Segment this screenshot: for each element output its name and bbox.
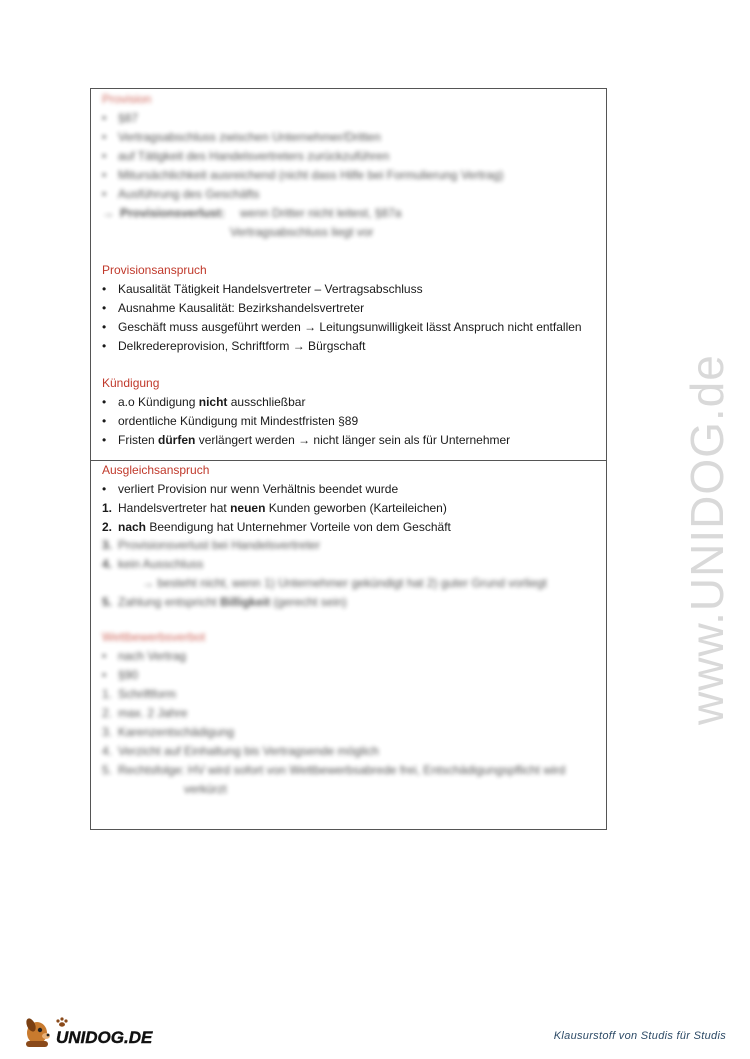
watermark-text: www.UNIDOG.de <box>681 354 733 725</box>
list-item: • verliert Provision nur wenn Verhältnis beendet wurde <box>102 482 399 496</box>
list-item: • Mitursächlichkeit ausreichend (nicht dass Hilfe bei Formulierung Vertrag) <box>102 168 504 182</box>
unidog-logo[interactable] <box>22 1013 162 1049</box>
list-item: • ordentliche Kündigung mit Mindestfristen §89 <box>102 414 359 428</box>
numbered-item: 3. Karenzentschädigung <box>102 725 235 739</box>
section-heading: Provision <box>102 92 152 106</box>
arrow-item-continuation: Vertragsabschluss liegt vor <box>230 225 374 239</box>
numbered-item: 2. max. 2 Jahre <box>102 706 188 720</box>
list-item: • Fristen dürfen verlängert werden → nicht länger sein als für Unternehmer <box>102 433 511 447</box>
section-kuendigung <box>102 374 602 450</box>
list-item: • nach Vertrag <box>102 649 187 663</box>
list-item: • a.o Kündigung nicht ausschließbar <box>102 395 306 409</box>
watermark <box>655 270 745 730</box>
list-item: • §90 <box>102 668 139 682</box>
numbered-item: 1. Handelsvertreter hat neuen Kunden geworben (Karteileichen) <box>102 501 447 515</box>
section-provision <box>102 90 602 242</box>
section-wettbewerbsverbot <box>102 628 602 799</box>
list-item: • Kausalität Tätigkeit Handelsvertreter – Vertragsabschluss <box>102 282 423 296</box>
list-item: • Ausnahme Kausalität: Bezirkshandelsvertreter <box>102 301 365 315</box>
arrow-item: → Provisionsverlust: wenn Dritter nicht leitest, §87a <box>102 206 402 220</box>
section-ausgleichsanspruch <box>102 461 602 537</box>
section-heading: Kündigung <box>102 376 160 390</box>
list-item: • Vertragsabschluss zwischen Unternehmer/Dritten <box>102 130 381 144</box>
paw-icon <box>56 1017 67 1026</box>
numbered-item: 2. nach Beendigung hat Unternehmer Vorteile von dem Geschäft <box>102 520 451 534</box>
list-item: • auf Tätigkeit des Handelsvertreters zurückzuführen <box>102 149 390 163</box>
logo-text: UNIDOG.DE <box>56 1028 153 1047</box>
numbered-item: 5. Zahlung entspricht Billigkeit (gerecht sein) <box>102 595 347 609</box>
section-heading: Wettbewerbsverbot <box>102 630 206 644</box>
section-provisionsanspruch <box>102 261 602 356</box>
list-item: • Delkredereprovision, Schriftform → Bürgschaft <box>102 339 366 353</box>
numbered-item: 1. Schriftform <box>102 687 177 701</box>
section-heading: Ausgleichsanspruch <box>102 463 210 477</box>
numbered-item: 5. Rechtsfolge: HV wird sofort von Wettbewerbsabrede frei, Entschädigungspflicht wird <box>102 763 566 777</box>
list-item: • Ausführung des Geschäfts <box>102 187 260 201</box>
dog-mascot-icon <box>24 1017 50 1047</box>
list-item: • Geschäft muss ausgeführt werden → Leitungsunwilligkeit lässt Anspruch nicht entfallen <box>102 320 582 334</box>
numbered-item: 4. Verzicht auf Einhaltung bis Vertragsende möglich <box>102 744 379 758</box>
numbered-item-continuation: verkürzt <box>184 782 227 796</box>
numbered-item: 4. kein Ausschluss <box>102 557 204 571</box>
numbered-item: 3. Provisionsverlust bei Handelsvertreter <box>102 538 321 552</box>
sub-item: → besteht nicht, wenn 1) Unternehmer gekündigt hat 2) guter Grund vorliegt <box>142 576 547 590</box>
section-heading: Provisionsanspruch <box>102 263 207 277</box>
footer-tagline: Klausurstoff von Studis für Studis <box>553 1030 726 1042</box>
list-item: • §87 <box>102 111 139 125</box>
section-ausgleichsanspruch-continued <box>102 536 602 612</box>
